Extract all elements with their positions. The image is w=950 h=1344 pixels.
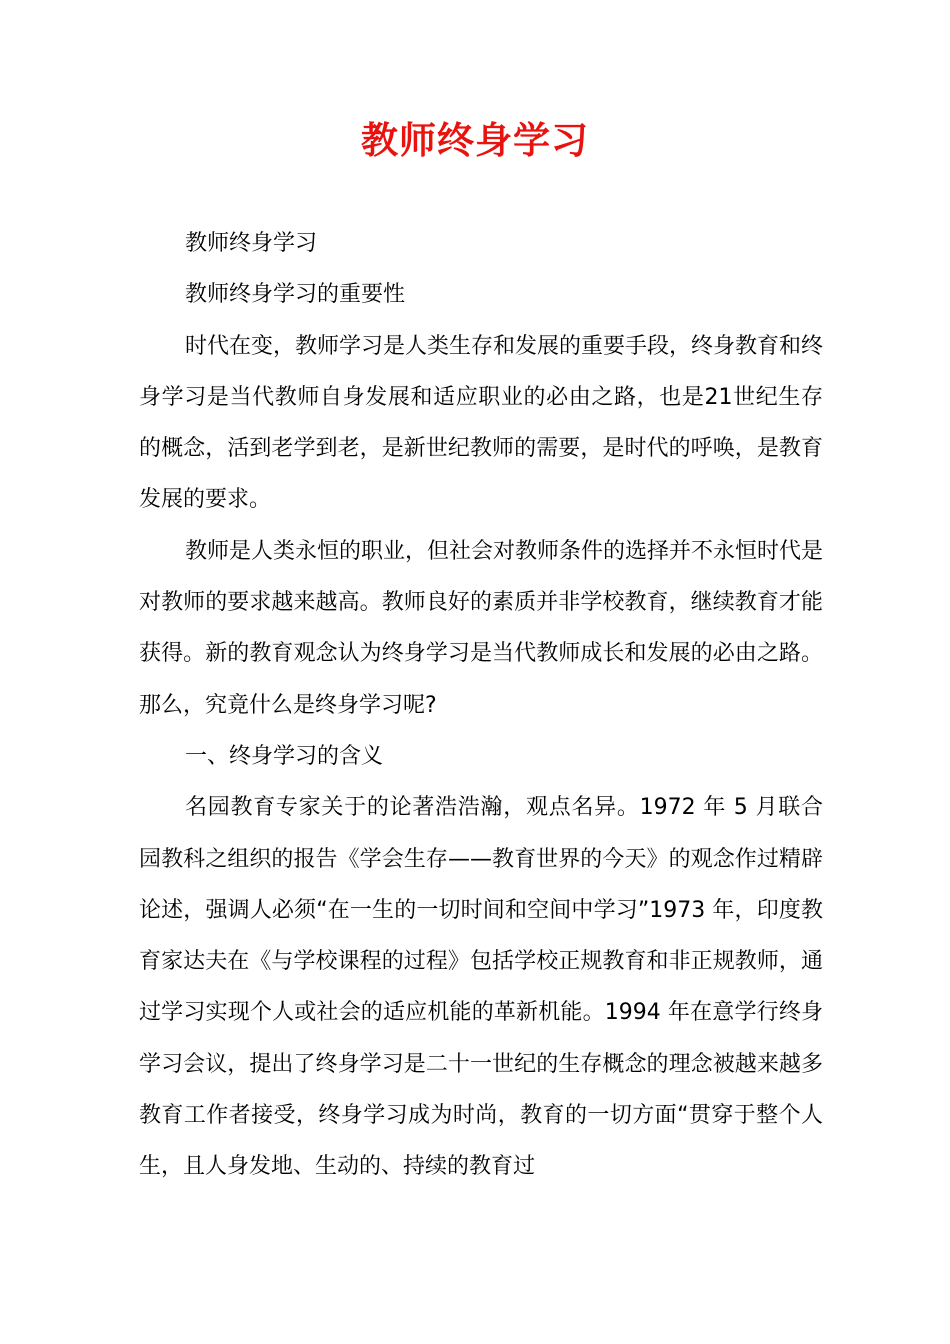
paragraph-subtitle: 教师终身学习 bbox=[185, 231, 318, 256]
section-heading-meaning: 一、终身学习的含义 bbox=[185, 743, 384, 769]
paragraph-times-change: 时代在变，教师学习是人类生存和发展的重要手段，终身教育和终身学习是当代教师自身发展和适应职业的必由之路，也是21世纪生存的概念，活到老学到老，是新世纪教师的需要，是时代的呼唤，是教育发展的要求。 bbox=[139, 333, 824, 513]
document-title: 教师终身学习 bbox=[361, 119, 589, 162]
document-body bbox=[139, 218, 823, 1193]
paragraph-teacher-profession: 教师是人类永恒的职业，但社会对教师条件的选择并不永恒时代是对教师的要求越来越高。教师良好的素质并非学校教育，继续教育才能获得。新的教育观念认为终身学习是当代教师成长和发展的必由之路。那么，究竟什么是终身学习呢? bbox=[139, 538, 824, 718]
paragraph-expert-views: 名园教育专家关于的论著浩浩瀚，观点名异。1972 年 5 月联合园教科之组织的报告《学会生存——教育世界的今天》的观念作过精辟论述，强调人必须“在一生的一切时间和空间中学习”1973 年，印度教育家达夫在《与学校课程的过程》包括学校正规教育和非正规教师，通过学习实现个人或社会的适应机能的革新机能。1994 年在意学行终身学习会议，提出了终身学习是二十一世纪的生存概念的理念被越来越多教育工作者接受，终身学习成为时尚，教育的一切方面“贯穿于整个人生，且人身发地、生动的、持续的教育过 bbox=[139, 795, 823, 1180]
paragraph-heading-importance: 教师终身学习的重要性 bbox=[185, 282, 406, 308]
